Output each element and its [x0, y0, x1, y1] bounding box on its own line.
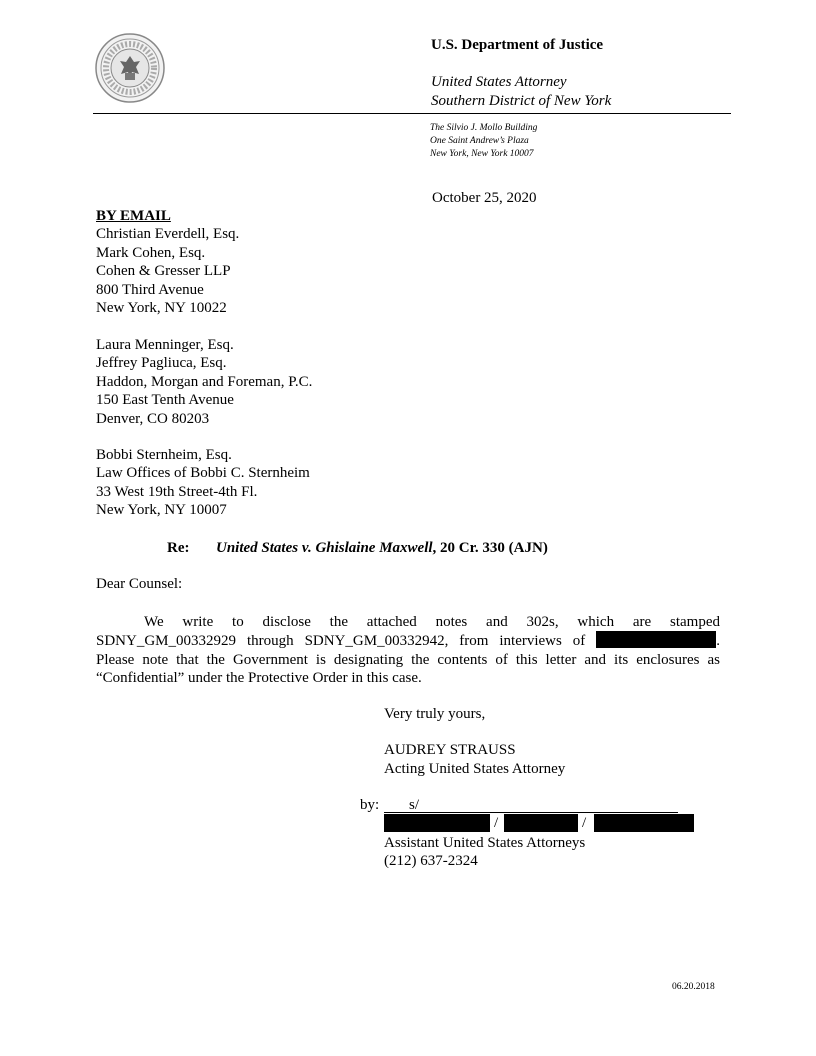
recipient-line: Mark Cohen, Esq. — [96, 244, 206, 261]
recipient-line: Jeffrey Pagliuca, Esq. — [96, 355, 227, 372]
redaction-box — [594, 814, 694, 832]
re-label: Re: — [167, 540, 190, 556]
recipient-block-2 — [96, 336, 312, 428]
recipient-line: Bobbi Sternheim, Esq. — [96, 447, 232, 463]
name-separator: / — [582, 815, 587, 831]
redaction-box — [596, 631, 716, 648]
body-line-2-end: . — [716, 633, 720, 650]
address-line: New York, New York 10007 — [430, 149, 534, 159]
footer-code: 06.20.2018 — [672, 982, 715, 992]
district-name: Southern District of New York — [431, 93, 612, 109]
office-block — [431, 73, 611, 111]
body-line-2-text: SDNY_GM_00332929 through SDNY_GM_00332942, from interviews of — [96, 633, 586, 650]
recipient-line: 150 East Tenth Avenue — [96, 392, 234, 409]
signature-line — [384, 812, 678, 813]
department-name: U.S. Department of Justice — [431, 37, 604, 53]
docket-number: , 20 Cr. 330 (AJN) — [432, 540, 548, 556]
body-rest: Please note that the Government is designating the contents of this letter and its enclosures as “Confidential” under the Protective Order in this case. — [96, 651, 720, 687]
body-line-1: We write to disclose the attached notes and 302s, which are stamped — [144, 614, 720, 630]
redaction-box — [504, 814, 578, 832]
recipient-line: Laura Menninger, Esq. — [96, 337, 234, 353]
signer-title: Acting United States Attorney — [384, 761, 566, 777]
name-separator: / — [494, 815, 499, 831]
letterhead-rule — [93, 113, 731, 114]
address-line: The Silvio J. Mollo Building — [430, 123, 538, 133]
by-label: by: — [360, 797, 380, 813]
recipient-block-3 — [96, 446, 310, 520]
recipient-line: Christian Everdell, Esq. — [96, 226, 240, 243]
redaction-box — [384, 814, 490, 832]
recipient-line: 800 Third Avenue — [96, 281, 204, 298]
office-address — [430, 122, 537, 161]
phone-number: (212) 637-2324 — [384, 853, 478, 869]
signature-mark: s/ — [409, 797, 420, 813]
attorneys-title: Assistant United States Attorneys — [384, 835, 586, 851]
office-title: United States Attorney — [431, 74, 567, 90]
signer-name: AUDREY STRAUSS — [384, 742, 516, 758]
recipient-line: Law Offices of Bobbi C. Sternheim — [96, 465, 310, 482]
salutation: Dear Counsel: — [96, 576, 183, 592]
body-paragraph — [96, 613, 720, 688]
valediction: Very truly yours, — [384, 706, 486, 722]
address-line: One Saint Andrew’s Plaza — [430, 136, 529, 146]
re-line — [167, 539, 548, 557]
recipient-line: 33 West 19th Street-4th Fl. — [96, 483, 258, 500]
recipient-line: Denver, CO 80203 — [96, 410, 210, 427]
recipient-block-1 — [96, 207, 239, 317]
department-of-justice-seal — [94, 32, 166, 104]
body-line-2 — [96, 631, 720, 650]
recipient-line: Haddon, Morgan and Foreman, P.C. — [96, 373, 313, 390]
recipient-line: New York, NY 10007 — [96, 502, 227, 519]
delivery-method: BY EMAIL — [96, 208, 171, 224]
recipient-line: New York, NY 10022 — [96, 300, 227, 317]
case-name: United States v. Ghislaine Maxwell — [216, 540, 433, 556]
letter-date: October 25, 2020 — [432, 190, 537, 206]
recipient-line: Cohen & Gresser LLP — [96, 263, 231, 280]
